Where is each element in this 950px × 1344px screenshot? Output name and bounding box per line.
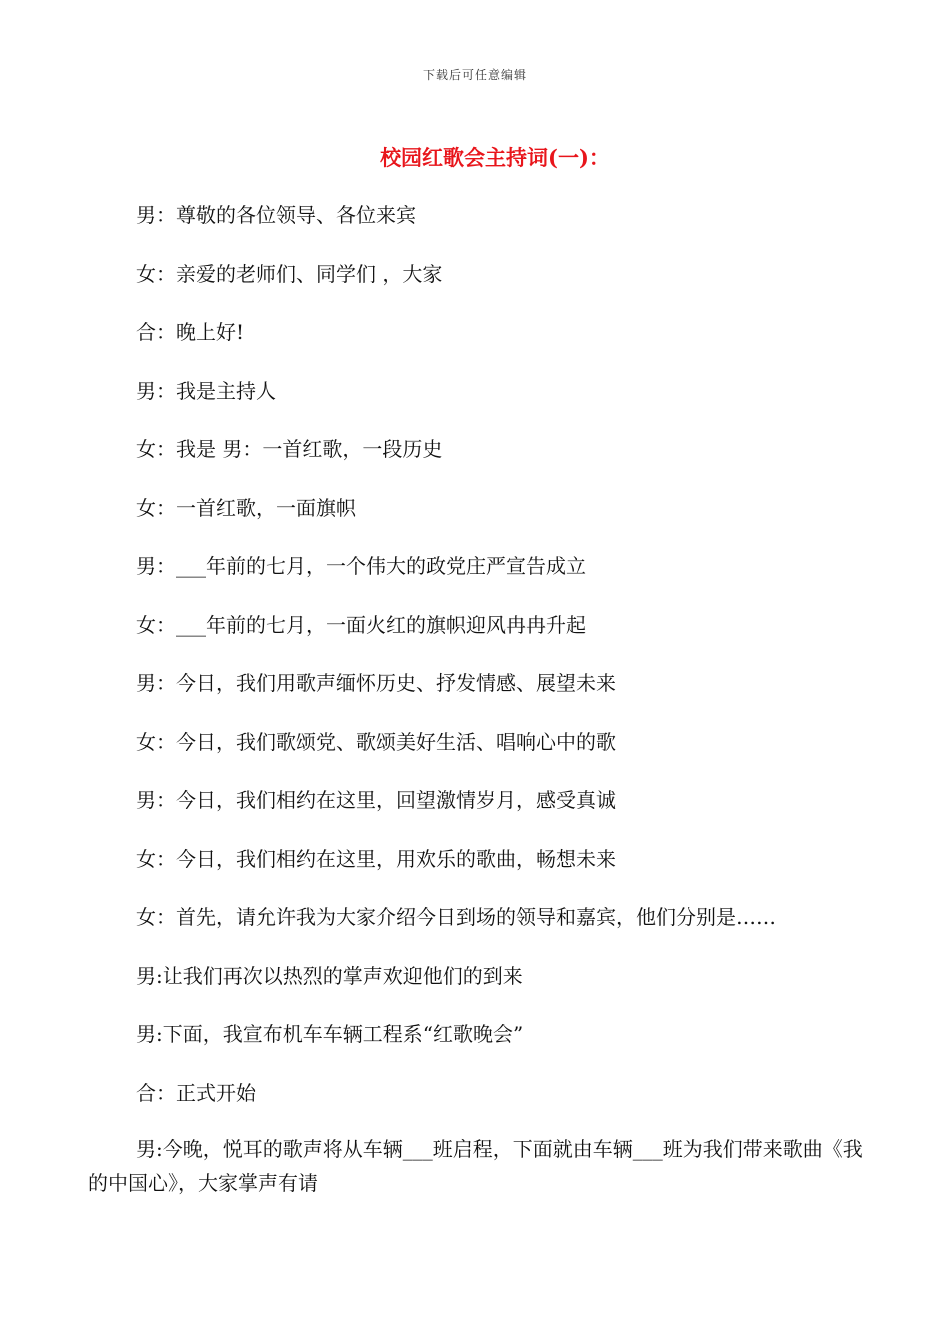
script-line: 女：一首红歌，一面旗帜 xyxy=(136,495,356,520)
script-line: 男：今日，我们用歌声缅怀历史、抒发情感、展望未来 xyxy=(136,671,616,695)
document-title: 校园红歌会主持词(一)： xyxy=(380,145,610,170)
script-line: 女：首先，请允许我为大家介绍今日到场的领导和嘉宾，他们分别是…… xyxy=(136,905,776,929)
script-line: 男:让我们再次以热烈的掌声欢迎他们的到来 xyxy=(136,963,523,988)
script-line: 男：___年前的七月，一个伟大的政党庄严宣告成立 xyxy=(136,554,586,578)
script-line: 女：我是 男：一首红歌，一段历史 xyxy=(136,437,443,461)
script-line: 男：我是主持人 xyxy=(136,378,276,403)
script-line: 女：今日，我们相约在这里，用欢乐的歌曲，畅想未来 xyxy=(136,846,616,871)
script-lines xyxy=(136,198,876,1134)
header-note: 下载后可任意编辑 xyxy=(422,68,527,82)
script-line: 男:下面，我宣布机车车辆工程系“红歌晚会” xyxy=(136,1022,524,1046)
script-line: 女：今日，我们歌颂党、歌颂美好生活、唱响心中的歌 xyxy=(136,729,616,754)
closing-paragraph: 男:今晚，悦耳的歌声将从车辆___班启程，下面就由车辆___班为我们带来歌曲《我的中国心》，大家掌声有请 xyxy=(88,1137,863,1195)
script-line: 女：___年前的七月，一面火红的旗帜迎风冉冉升起 xyxy=(136,612,586,637)
script-line: 男：今日，我们相约在这里，回望激情岁月，感受真诚 xyxy=(136,788,616,812)
script-line: 女：亲爱的老师们、同学们 ，大家 xyxy=(136,261,443,286)
script-line: 男：尊敬的各位领导、各位来宾 xyxy=(136,203,416,227)
script-line: 合：晚上好! xyxy=(136,320,245,344)
script-line: 合：正式开始 xyxy=(136,1080,256,1105)
